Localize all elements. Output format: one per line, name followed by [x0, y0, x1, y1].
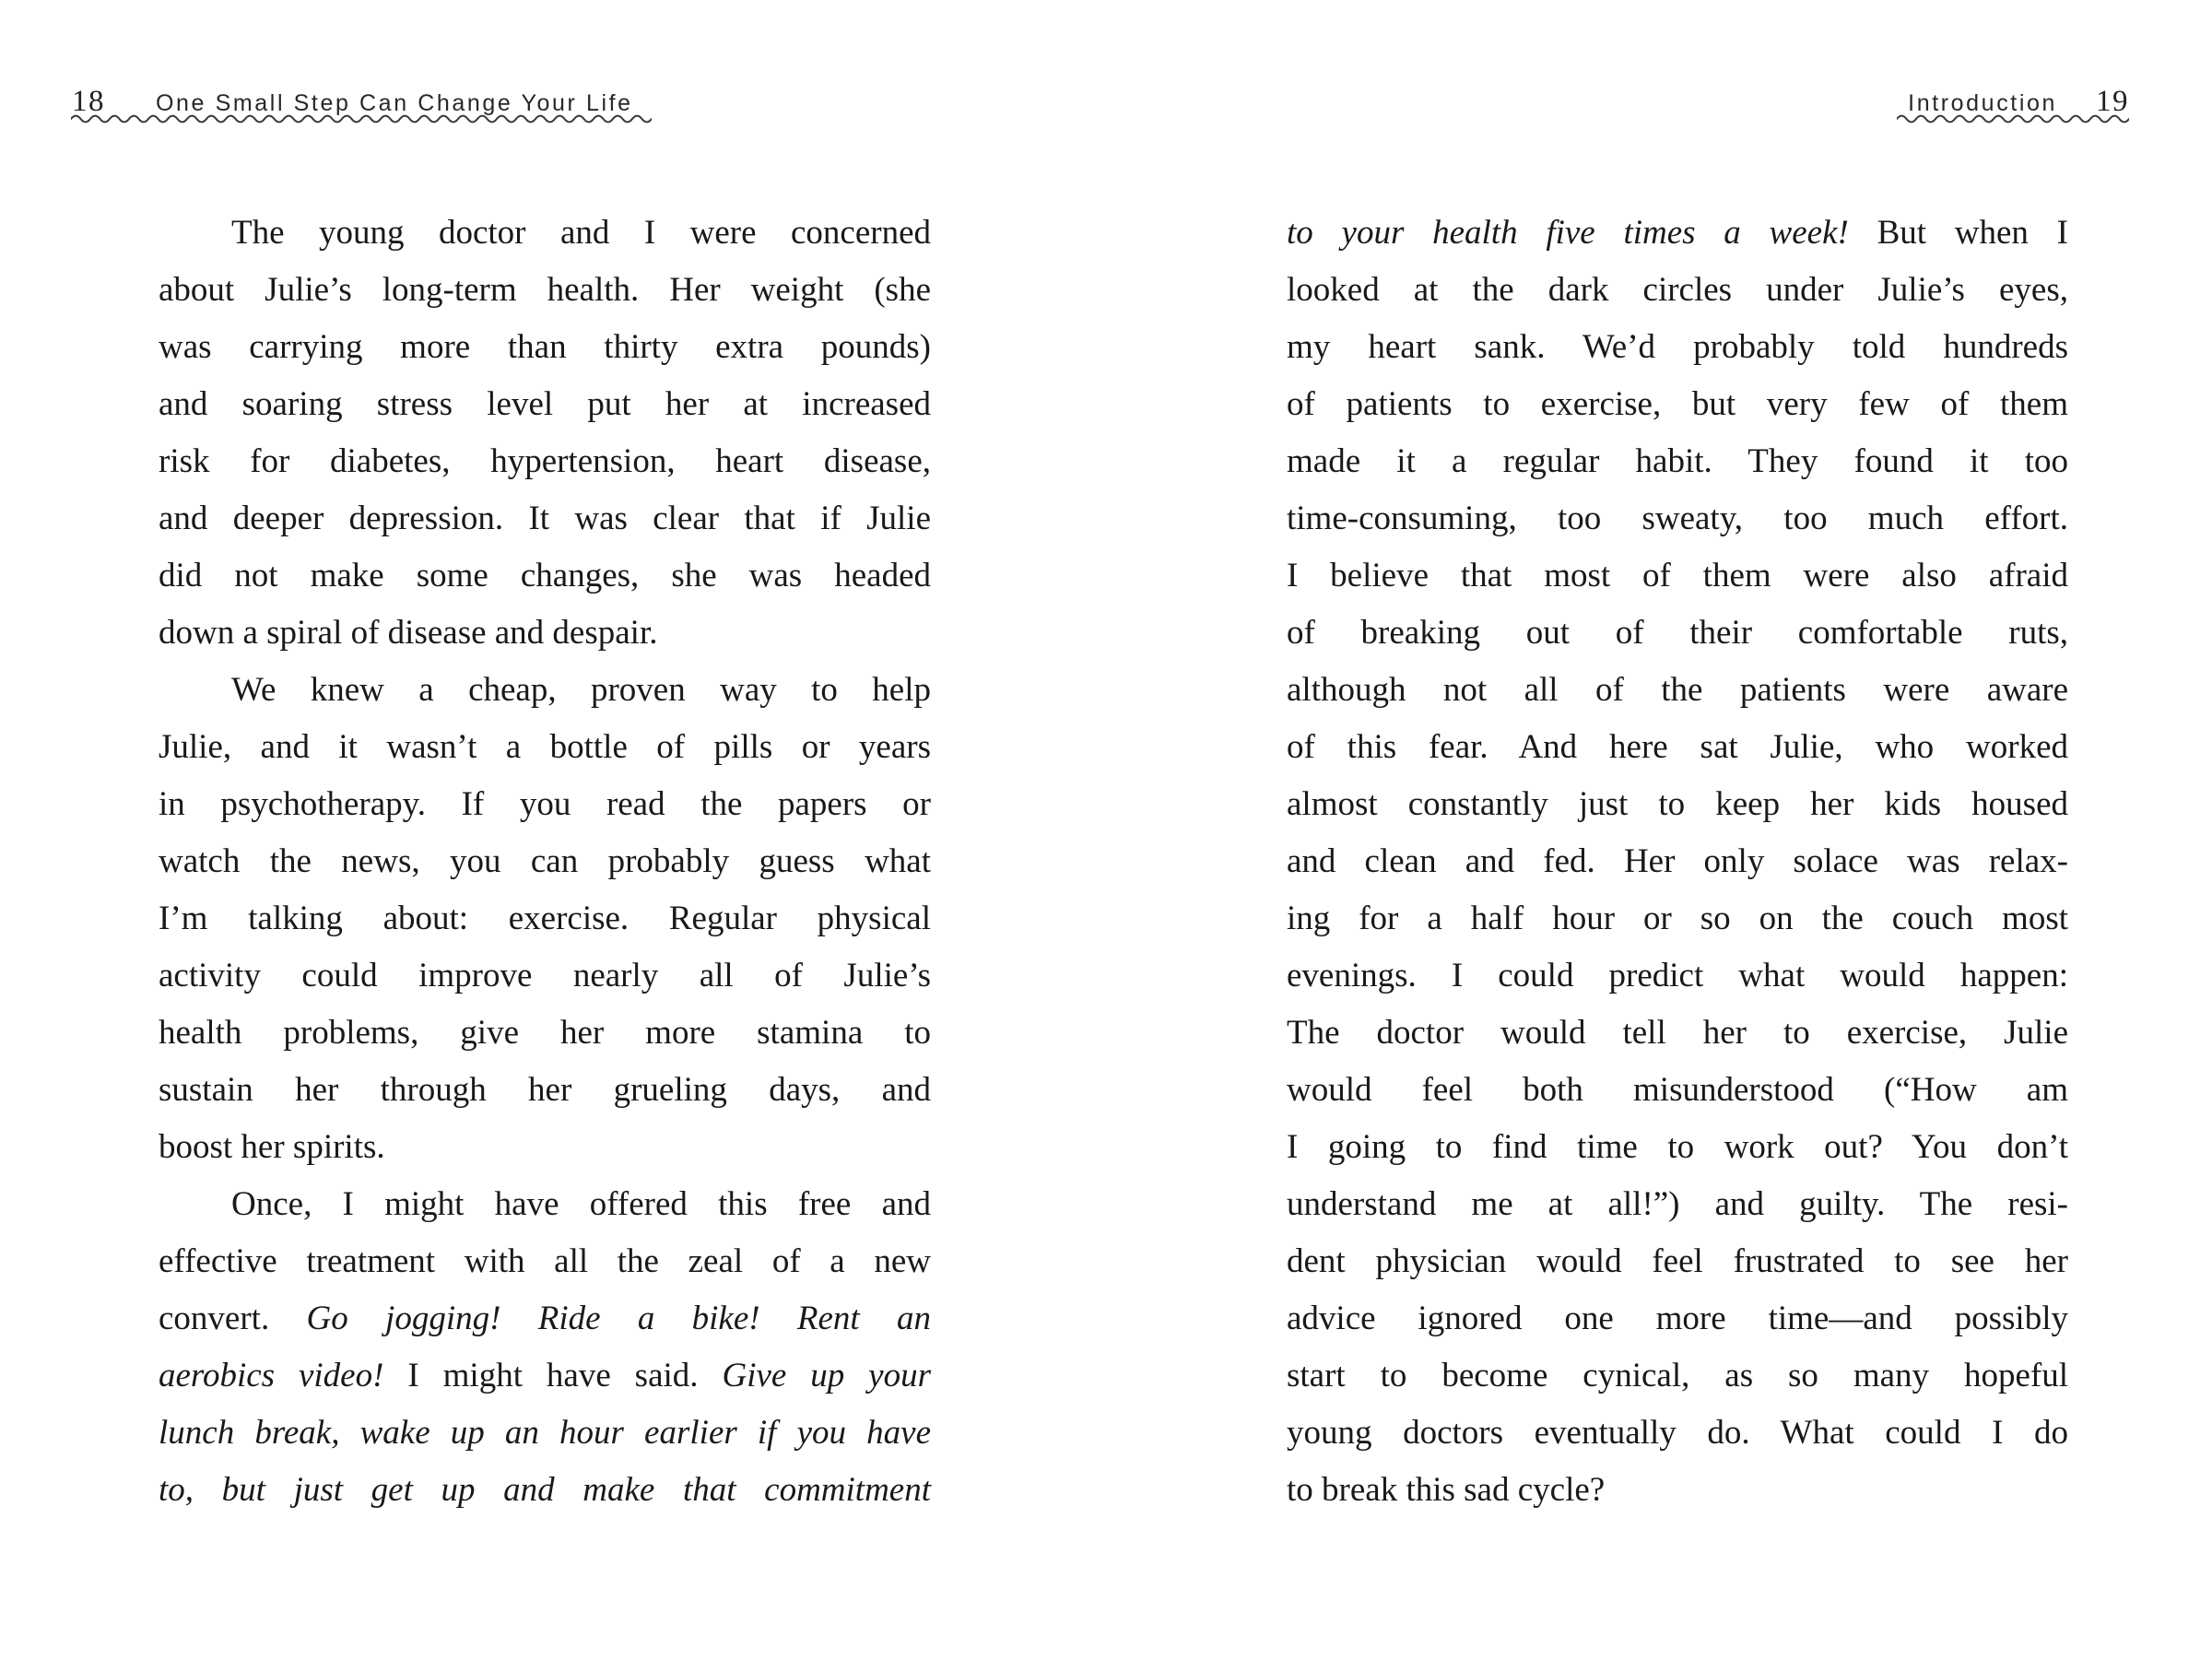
text-line — [159, 1405, 931, 1462]
text-segment: I going to find time to work out? You don’t — [1287, 1128, 2068, 1166]
text-segment: and deeper depression. It was clear that if Julie — [159, 500, 931, 537]
text-segment: watch the news, you can probably guess what — [159, 842, 931, 880]
right-running-head-title: Introduction — [1908, 90, 2057, 116]
left-running-head-title: One Small Step Can Change Your Life — [156, 90, 633, 116]
text-line — [159, 376, 931, 433]
text-line — [159, 719, 931, 776]
text-line — [159, 1119, 931, 1176]
text-line — [159, 605, 931, 662]
text-line — [1287, 1176, 2068, 1233]
text-line — [1287, 662, 2068, 719]
text-line — [1287, 490, 2068, 547]
text-segment: The doctor would tell her to exercise, Julie — [1287, 1014, 2068, 1052]
text-line — [1287, 1233, 2068, 1290]
italic-text-segment: to your health five times a week! — [1287, 214, 1877, 252]
wavy-underline-right — [1897, 113, 2129, 124]
text-line — [1287, 1462, 2068, 1519]
text-segment: almost constantly just to keep her kids housed — [1287, 785, 2068, 823]
text-line — [1287, 1290, 2068, 1347]
right-page-body-text — [1287, 205, 2068, 1519]
text-line — [159, 1176, 931, 1233]
text-segment: and clean and fed. Her only solace was relax- — [1287, 842, 2068, 880]
text-line — [159, 433, 931, 490]
text-line — [159, 1233, 931, 1290]
text-segment: health problems, give her more stamina to — [159, 1014, 931, 1052]
text-segment: Julie, and it wasn’t a bottle of pills or years — [159, 728, 931, 766]
text-line — [159, 1290, 931, 1347]
text-segment: The young doctor and I were concerned — [231, 214, 931, 252]
text-segment: effective treatment with all the zeal of a new — [159, 1242, 931, 1280]
text-line — [1287, 890, 2068, 947]
text-segment: looked at the dark circles under Julie’s eyes, — [1287, 271, 2068, 309]
text-segment: young doctors eventually do. What could I do — [1287, 1414, 2068, 1452]
text-segment: of breaking out of their comfortable ruts, — [1287, 614, 2068, 652]
text-line — [159, 776, 931, 833]
text-segment: dent physician would feel frustrated to see her — [1287, 1242, 2068, 1280]
text-segment: of patients to exercise, but very few of them — [1287, 385, 2068, 423]
text-line — [1287, 833, 2068, 890]
text-line — [159, 833, 931, 890]
text-line — [159, 662, 931, 719]
text-segment: But when I — [1877, 214, 2068, 252]
text-line — [1287, 1347, 2068, 1405]
text-segment: down a spiral of disease and despair. — [159, 614, 658, 652]
text-segment: and soaring stress level put her at increased — [159, 385, 931, 423]
text-segment: of this fear. And here sat Julie, who worked — [1287, 728, 2068, 766]
text-line — [159, 1005, 931, 1062]
text-line — [1287, 376, 2068, 433]
text-segment: my heart sank. We’d probably told hundreds — [1287, 328, 2068, 366]
text-line — [159, 262, 931, 319]
text-line — [1287, 776, 2068, 833]
text-segment: was carrying more than thirty extra pounds) — [159, 328, 931, 366]
text-line — [1287, 1005, 2068, 1062]
text-line — [159, 1347, 931, 1405]
left-page-number: 18 — [72, 85, 105, 118]
text-segment: start to become cynical, as so many hopeful — [1287, 1357, 2068, 1394]
text-line — [1287, 205, 2068, 262]
text-line — [159, 1462, 931, 1519]
text-segment: I might have said. — [407, 1357, 723, 1394]
text-line — [159, 205, 931, 262]
text-line — [1287, 547, 2068, 605]
text-line — [159, 319, 931, 376]
italic-text-segment: Give up your — [722, 1357, 932, 1394]
text-line — [1287, 433, 2068, 490]
text-segment: convert. — [159, 1300, 307, 1337]
text-segment: to break this sad cycle? — [1287, 1471, 1606, 1509]
text-segment: boost her spirits. — [159, 1128, 385, 1166]
text-line — [1287, 719, 2068, 776]
italic-text-segment: aerobics video! — [159, 1357, 408, 1394]
text-line — [1287, 319, 2068, 376]
text-line — [159, 890, 931, 947]
text-line — [1287, 1062, 2068, 1119]
left-page-body-text — [159, 205, 931, 1519]
text-segment: sustain her through her grueling days, and — [159, 1071, 931, 1109]
italic-text-segment: to, but just get up and make that commitment — [159, 1471, 931, 1509]
right-page-number: 19 — [2096, 85, 2129, 118]
text-segment: time-consuming, too sweaty, too much effort. — [1287, 500, 2068, 537]
text-segment: although not all of the patients were aware — [1287, 671, 2068, 709]
text-line — [159, 1062, 931, 1119]
text-line — [159, 547, 931, 605]
text-line — [1287, 1405, 2068, 1462]
text-segment: ing for a half hour or so on the couch most — [1287, 900, 2068, 937]
text-segment: I believe that most of them were also afraid — [1287, 557, 2068, 594]
text-line — [1287, 947, 2068, 1005]
italic-text-segment: lunch break, wake up an hour earlier if you have — [159, 1414, 931, 1452]
text-segment: made it a regular habit. They found it too — [1287, 442, 2068, 480]
wavy-underline-left — [71, 113, 652, 124]
text-segment: activity could improve nearly all of Julie’s — [159, 957, 931, 994]
text-segment: We knew a cheap, proven way to help — [231, 671, 931, 709]
text-line — [159, 490, 931, 547]
text-line — [1287, 262, 2068, 319]
text-segment: I’m talking about: exercise. Regular physical — [159, 900, 931, 937]
text-line — [1287, 605, 2068, 662]
text-line — [1287, 1119, 2068, 1176]
text-segment: about Julie’s long-term health. Her weight (she — [159, 271, 931, 309]
text-segment: would feel both misunderstood (“How am — [1287, 1071, 2068, 1109]
text-line — [159, 947, 931, 1005]
text-segment: advice ignored one more time—and possibly — [1287, 1300, 2068, 1337]
text-segment: did not make some changes, she was headed — [159, 557, 931, 594]
italic-text-segment: Go jogging! Ride a bike! Rent an — [306, 1300, 932, 1337]
text-segment: in psychotherapy. If you read the papers or — [159, 785, 931, 823]
text-segment: evenings. I could predict what would happen: — [1287, 957, 2068, 994]
text-segment: understand me at all!”) and guilty. The resi- — [1287, 1185, 2068, 1223]
text-segment: risk for diabetes, hypertension, heart disease, — [159, 442, 931, 480]
text-segment: Once, I might have offered this free and — [231, 1185, 931, 1223]
